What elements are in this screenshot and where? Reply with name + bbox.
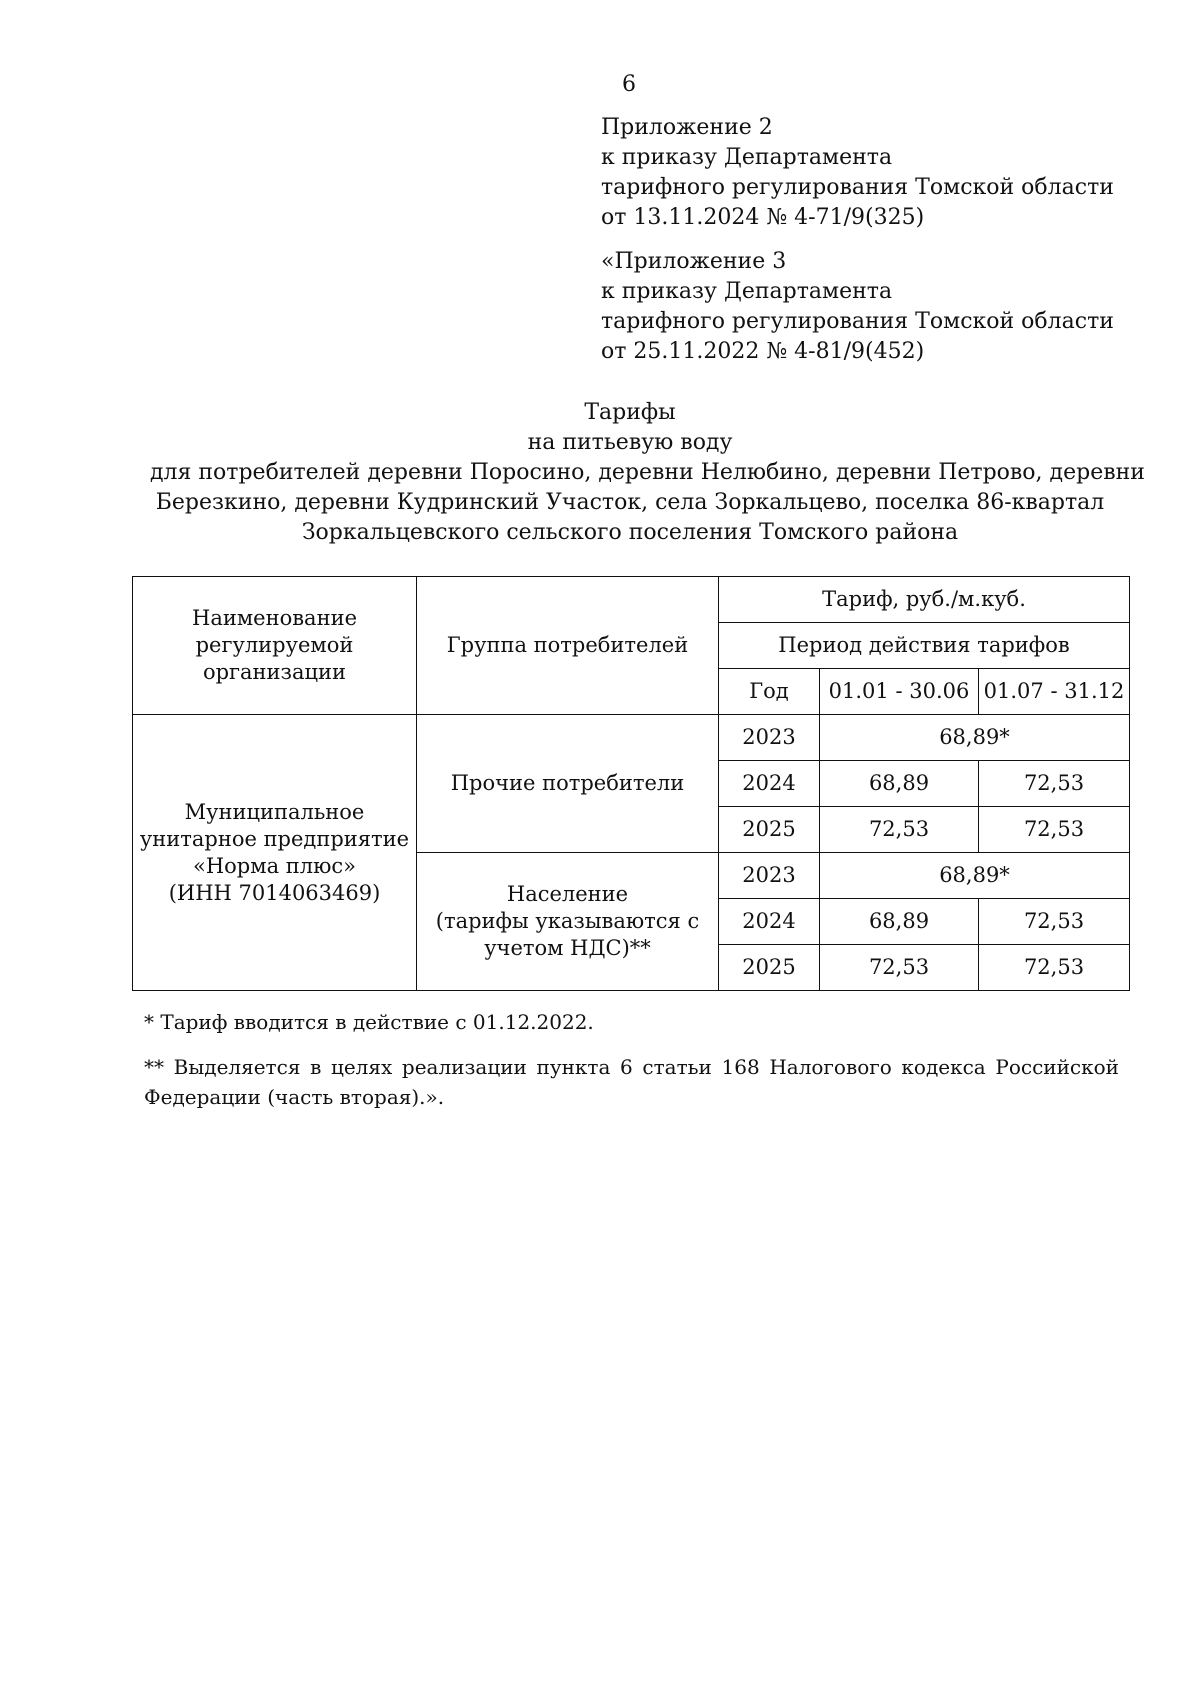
tariff-cell: 72,53 bbox=[820, 945, 979, 991]
header-text: регулируемой bbox=[195, 633, 354, 657]
annex-header-current bbox=[601, 113, 1114, 233]
consumer-group-text: Прочие потребители bbox=[450, 771, 685, 795]
year-cell: 2024 bbox=[719, 899, 820, 945]
header-period: Период действия тарифов bbox=[719, 623, 1130, 669]
consumer-group-text: Население bbox=[506, 882, 629, 906]
header-text: Наименование bbox=[192, 606, 357, 630]
header-second-half: 01.07 - 31.12 bbox=[979, 669, 1130, 715]
organization-cell bbox=[133, 715, 417, 991]
title-line: Березкино, деревни Кудринский Участок, села Зоркальцево, поселка 86-квартал bbox=[155, 490, 1105, 515]
header-organization bbox=[133, 577, 417, 715]
consumer-group-text: учетом НДС)** bbox=[484, 936, 651, 960]
header-text: организации bbox=[202, 660, 347, 684]
title-line: Тарифы bbox=[584, 400, 676, 425]
tariff-cell: 72,53 bbox=[979, 807, 1130, 853]
header-year: Год bbox=[719, 669, 820, 715]
tariff-cell: 68,89* bbox=[820, 715, 1130, 761]
table-row bbox=[133, 715, 1130, 761]
consumer-group-cell bbox=[417, 853, 719, 991]
tariff-cell: 68,89 bbox=[820, 899, 979, 945]
organization-text: «Норма плюс» bbox=[192, 853, 356, 878]
table-header-row bbox=[133, 577, 1130, 623]
tariff-cell: 72,53 bbox=[979, 899, 1130, 945]
tariff-table bbox=[132, 576, 1130, 991]
annex-header-amended bbox=[601, 247, 1114, 367]
year-cell: 2023 bbox=[719, 715, 820, 761]
tariff-cell: 72,53 bbox=[820, 807, 979, 853]
year-cell: 2025 bbox=[719, 945, 820, 991]
year-cell: 2024 bbox=[719, 761, 820, 807]
header-tariff: Тариф, руб./м.куб. bbox=[719, 577, 1130, 623]
annex-line: тарифного регулирования Томской области bbox=[601, 175, 1114, 200]
consumer-group-text: (тарифы указываются с bbox=[435, 909, 700, 933]
tariff-cell: 68,89 bbox=[820, 761, 979, 807]
organization-text: (ИНН 7014063469) bbox=[168, 880, 381, 905]
year-cell: 2025 bbox=[719, 807, 820, 853]
annex-line: «Приложение 3 bbox=[601, 249, 787, 274]
year-cell: 2023 bbox=[719, 853, 820, 899]
annex-line: к приказу Департамента bbox=[601, 145, 893, 170]
organization-text: Муниципальное bbox=[184, 799, 365, 824]
document-title bbox=[150, 398, 1145, 548]
tariff-cell: 72,53 bbox=[979, 945, 1130, 991]
header-consumer-group: Группа потребителей bbox=[417, 577, 719, 715]
annex-line: Приложение 2 bbox=[601, 115, 773, 140]
organization-text: унитарное предприятие bbox=[139, 826, 410, 851]
footnote-1: * Тариф вводится в действие с 01.12.2022. bbox=[144, 1010, 594, 1034]
annex-line: к приказу Департамента bbox=[601, 279, 893, 304]
annex-line: от 13.11.2024 № 4-71/9(325) bbox=[601, 205, 925, 230]
tariff-cell: 68,89* bbox=[820, 853, 1130, 899]
consumer-group-cell bbox=[417, 715, 719, 853]
page-number: 6 bbox=[622, 72, 636, 97]
annex-line: от 25.11.2022 № 4-81/9(452) bbox=[601, 339, 925, 364]
title-line: для потребителей деревни Поросино, деревни Нелюбино, деревни Петрово, деревни bbox=[150, 460, 1145, 485]
tariff-cell: 72,53 bbox=[979, 761, 1130, 807]
title-line: на питьевую воду bbox=[527, 430, 733, 455]
annex-line: тарифного регулирования Томской области bbox=[601, 309, 1114, 334]
title-line: Зоркальцевского сельского поселения Томского района bbox=[301, 520, 959, 545]
footnote-2: ** Выделяется в целях реализации пункта 6 статьи 168 Налогового кодекса Российской Федерации (часть вторая).». bbox=[144, 1055, 1119, 1109]
header-first-half: 01.01 - 30.06 bbox=[820, 669, 979, 715]
